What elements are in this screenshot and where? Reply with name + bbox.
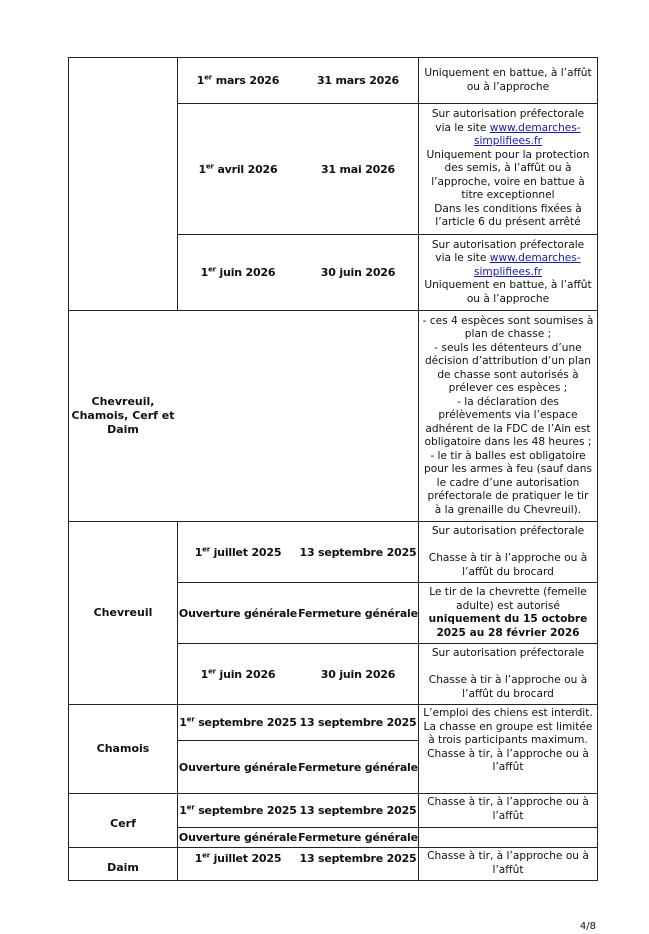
end-date-cell: 13 septembre 2025 (299, 545, 417, 559)
conditions-cell: Le tir de la chevrette (femelle adulte) est autorisé uniquement du 15 octobre 2025 au 28 février 2026 (428, 586, 588, 639)
species-cell: Cerf (110, 816, 136, 830)
table-border-right (597, 57, 598, 881)
end-date-cell: 31 mai 2026 (320, 162, 396, 176)
conditions-cell: - ces 4 espèces sont soumises à plan de chasse ; - seuls les détenteurs d’une décision d’attribution d’un plan de chasse sont autorisés à prélever ces espèces ; - la déclaration des prélèvements via l’espace adhérent de la FDC de l’Ain est obligatoire dans les 48 heures ; - le tir à balles est obligatoire pour les armes à feu (sauf dans le cadre d’une autorisation préfectorale de pratiquer le tir à la grenaille du Chevreuil). (422, 314, 594, 516)
end-date-cell: 13 septembre 2025 (299, 804, 417, 817)
start-date-cell: 1er juin 2026 (200, 666, 276, 681)
row-border (68, 880, 598, 881)
demarches-link[interactable]: simplifiees.fr (473, 265, 543, 278)
end-date-cell: 31 mars 2026 (316, 74, 400, 87)
species-cell: Daim (107, 861, 139, 874)
demarches-link[interactable]: www.demarches- (489, 121, 581, 134)
start-date-cell: Ouverture générale (178, 831, 298, 844)
end-date-cell: Fermeture générale (298, 831, 418, 844)
end-date-cell: 30 juin 2026 (320, 266, 396, 279)
conditions-cell: Sur autorisation préfectorale Chasse à tir à l’approche ou à l’affût du brocard (428, 525, 588, 578)
start-date-cell: 1er juin 2026 (200, 265, 276, 279)
start-date-cell: 1er avril 2026 (198, 161, 278, 176)
start-date-cell: Ouverture générale (178, 606, 298, 620)
species-cell: Chevreuil, Chamois, Cerf et Daim (71, 395, 175, 436)
conditions-cell: L’emploi des chiens est interdit. La chasse en groupe est limitée à trois participants maximum. Chasse à tir, à l’approche ou à l’affût (423, 707, 593, 773)
start-date-cell: Ouverture générale (178, 760, 298, 774)
conditions-cell: Chasse à tir, à l’approche ou à l’affût (427, 850, 589, 876)
start-date-cell: 1er septembre 2025 (179, 803, 297, 817)
conditions-cell: Sur autorisation préfectorale Chasse à tir à l’approche ou à l’affût du brocard (428, 647, 588, 700)
end-date-cell: 13 septembre 2025 (299, 716, 417, 729)
end-date-cell: 13 septembre 2025 (299, 851, 417, 865)
demarches-link[interactable]: www.demarches- (489, 252, 581, 265)
conditions-cell: Chasse à tir, à l’approche ou à l’affût (427, 796, 589, 822)
page-number: 4/8 (579, 921, 596, 932)
conditions-cell: Sur autorisation préfectorale via le site www.demarches- simplifiees.fr Uniquement en battue, à l’affût ou à l’approche (424, 238, 592, 305)
start-date-cell: 1er juillet 2025 (194, 544, 282, 559)
conditions-cell: Uniquement en battue, à l’affût ou à l’approche (424, 67, 592, 93)
conditions-cell: Sur autorisation préfectorale via le site www.demarches- simplifiees.fr Uniquement pour la protection des semis, à l’affût ou à l’approche, voire en battue à titre exceptionnel Dans les conditions fixées à l’article 6 du présent arrêté (426, 108, 590, 229)
start-date-cell: 1er mars 2026 (196, 73, 280, 87)
species-cell: Chevreuil (93, 606, 153, 619)
end-date-cell: 30 juin 2026 (320, 667, 396, 681)
species-cell: Chamois (96, 742, 150, 755)
start-date-cell: 1er juillet 2025 (194, 850, 282, 865)
demarches-link[interactable]: simplifiees.fr (473, 135, 543, 148)
end-date-cell: Fermeture générale (298, 760, 418, 774)
end-date-cell: Fermeture générale (298, 606, 418, 620)
start-date-cell: 1er septembre 2025 (179, 715, 297, 729)
